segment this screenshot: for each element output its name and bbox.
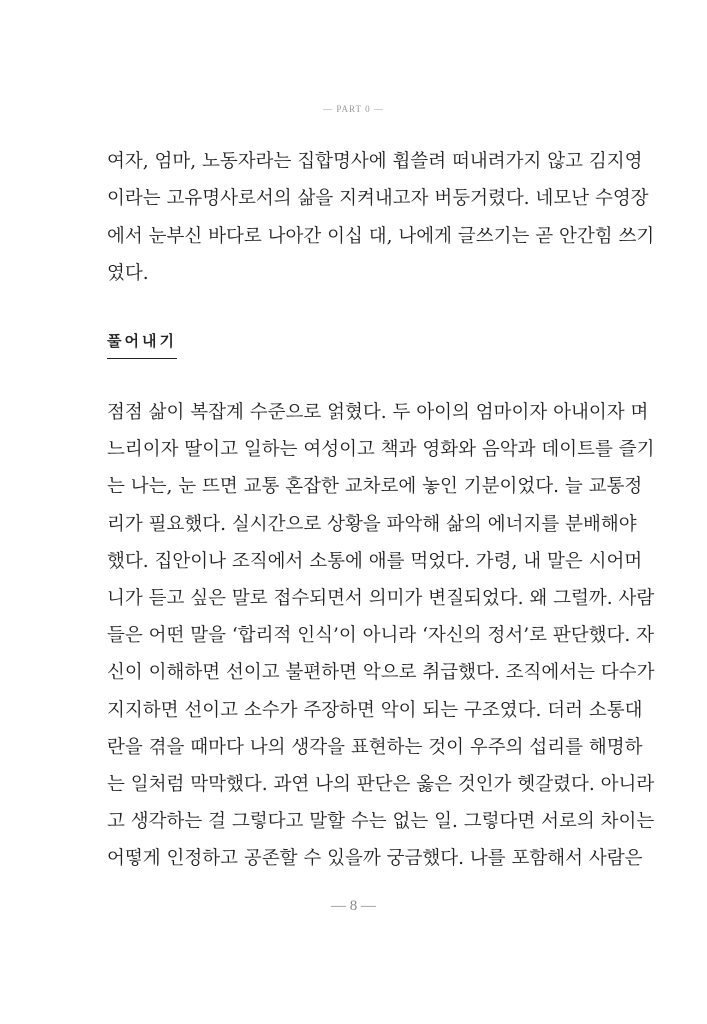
text-line: 어떻게 인정하고 공존할 수 있을까 궁금했다. 나를 포함해서 사람은	[107, 848, 643, 870]
text-line: 란을 겪을 때마다 나의 생각을 표현하는 것이 우주의 섭리를 해명하	[107, 736, 643, 758]
text-line: 했다. 집안이나 조직에서 소통에 애를 먹었다. 가령, 내 말은 시어머	[107, 550, 643, 572]
running-header: — PART 0 —	[323, 104, 384, 114]
text-line: 느리이자 딸이고 일하는 여성이고 책과 영화와 음악과 데이트를 즐기	[107, 439, 655, 461]
text-line: 는 나는, 눈 뜨면 교통 혼잡한 교차로에 놓인 기분이었다. 늘 교통정	[107, 476, 643, 498]
text-line: 지지하면 선이고 소수가 주장하면 악이 되는 구조였다. 더러 소통대	[107, 699, 643, 721]
text-line: 고 생각하는 걸 그렇다고 말할 수는 없는 일. 그렇다면 서로의 차이는	[107, 811, 655, 833]
text-line: 여자, 엄마, 노동자라는 집합명사에 휩쓸려 떠내려가지 않고 김지영	[107, 151, 643, 172]
text-line: 에서 눈부신 바다로 나아간 이십 대, 나에게 글쓰기는 곧 안간힘 쓰기	[107, 225, 655, 247]
section-heading: 풀어내기	[107, 330, 177, 359]
text-line: 점점 삶이 복잡계 수준으로 얽혔다. 두 아이의 엄마이자 아내이자 며	[107, 402, 649, 423]
text-line: 니가 듣고 싶은 말로 접수되면서 의미가 변질되었다. 왜 그럴까. 사람	[107, 588, 655, 609]
text-line: 이라는 고유명사로서의 삶을 지켜내고자 버둥거렸다. 네모난 수영장	[107, 188, 649, 210]
text-line: 들은 어떤 말을 ‘합리적 인식’이 아니라 ‘자신의 정서’로 판단했다. 자	[107, 625, 654, 647]
text-line: 리가 필요했다. 실시간으로 상황을 파악해 삶의 에너지를 분배해야	[107, 513, 637, 535]
page-number: — 8 —	[331, 898, 376, 914]
text-line: 신이 이해하면 선이고 불편하면 악으로 취급했다. 조직에서는 다수가	[107, 662, 655, 684]
text-line: 였다.	[107, 262, 149, 284]
text-line: 는 일처럼 막막했다. 과연 나의 판단은 옳은 것인가 헷갈렸다. 아니라	[107, 774, 655, 795]
